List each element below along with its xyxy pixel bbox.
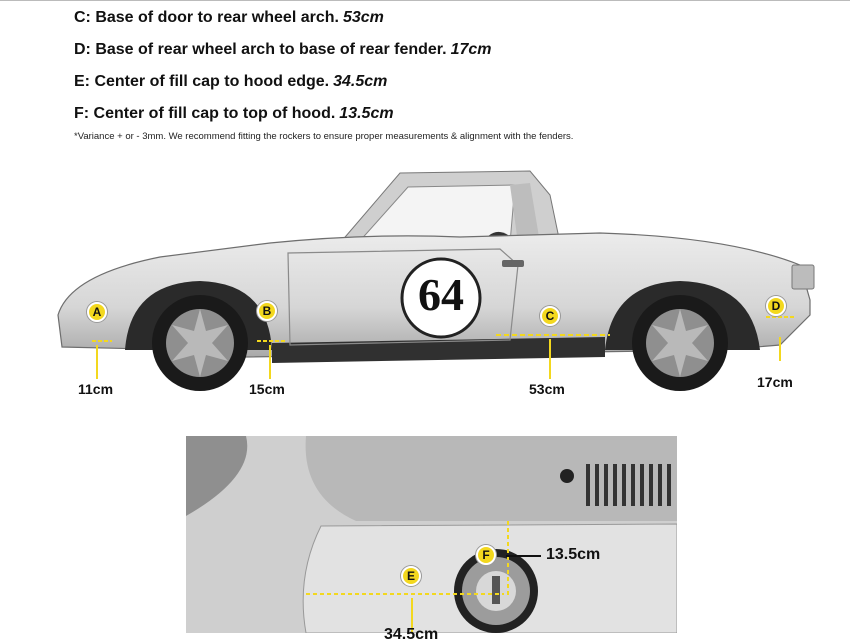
marker-d: D <box>766 296 786 316</box>
label-c: 53cm <box>529 381 565 397</box>
fuel-cap-photo <box>186 436 677 633</box>
race-number: 64 <box>418 269 464 320</box>
marker-c: C <box>540 306 560 326</box>
spec-e-value: 34.5cm <box>333 73 388 90</box>
spec-c <box>74 9 384 27</box>
label-d: 17cm <box>757 374 793 390</box>
spec-f <box>74 105 394 123</box>
label-b: 15cm <box>249 381 285 397</box>
label-a: 11cm <box>78 381 114 397</box>
marker-a: A <box>87 302 107 322</box>
label-e: 34.5cm <box>384 626 439 643</box>
spec-e-text: E: Center of fill cap to hood edge. <box>74 73 330 90</box>
spec-f-value: 13.5cm <box>339 105 394 122</box>
spec-d <box>74 41 492 59</box>
label-f: 13.5cm <box>546 546 601 563</box>
spec-c-value: 53cm <box>342 9 384 26</box>
marker-e: E <box>401 566 421 586</box>
top-rule <box>0 0 850 1</box>
marker-b: B <box>257 301 277 321</box>
variance-note: *Variance + or - 3mm. We recommend fitting the rockers to ensure proper measurements & alignment with the fenders. <box>74 131 574 142</box>
marker-f: F <box>476 545 496 565</box>
spec-e <box>74 73 387 91</box>
spec-d-value: 17cm <box>450 41 492 58</box>
spec-f-text: F: Center of fill cap to top of hood. <box>74 105 336 122</box>
spec-c-text: C: Base of door to rear wheel arch. <box>74 9 339 26</box>
spec-d-text: D: Base of rear wheel arch to base of rear fender. <box>74 41 447 58</box>
